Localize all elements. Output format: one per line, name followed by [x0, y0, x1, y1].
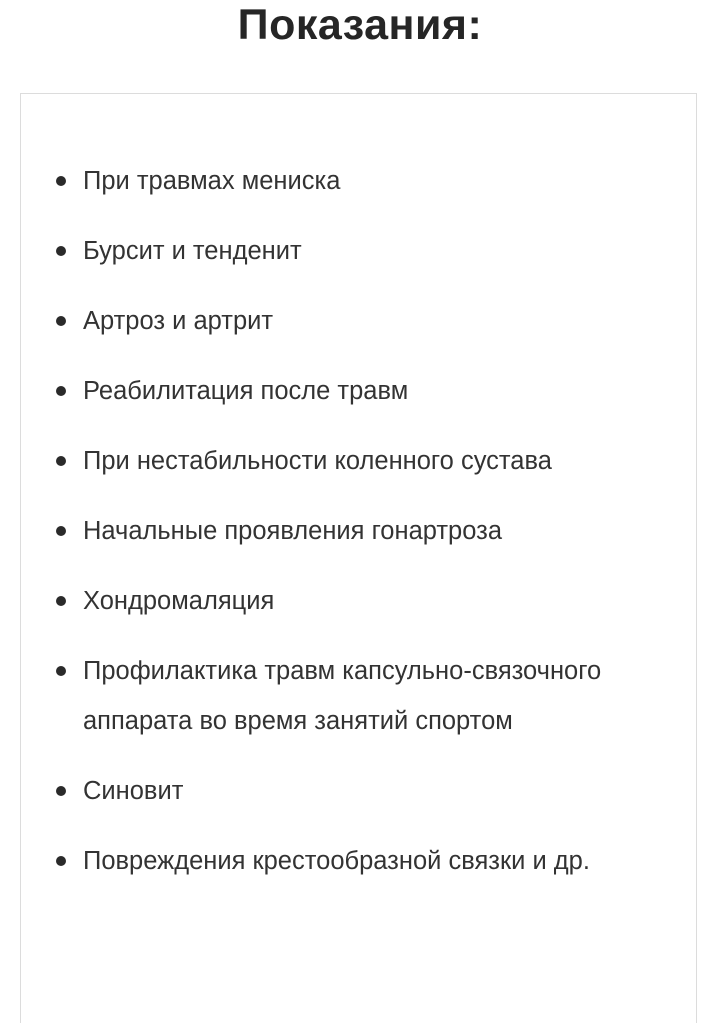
list-item	[21, 366, 696, 416]
list-item-label: Профилактика травм капсульно-связочного аппарата во время занятий спортом	[83, 657, 602, 735]
list-item-label: При травмах мениска	[83, 167, 341, 195]
list-item	[21, 296, 696, 346]
list-item-label: Начальные проявления гонартроза	[83, 517, 503, 545]
list-item	[21, 836, 696, 886]
list-item	[21, 226, 696, 276]
list-item-label: Повреждения крестообразной связки и др.	[83, 847, 590, 875]
indications-list	[21, 156, 696, 906]
list-item-label: Бурсит и тенденит	[83, 237, 302, 265]
bullet-icon	[56, 596, 66, 606]
list-item-label: Хондромаляция	[83, 587, 275, 615]
list-item	[21, 436, 696, 486]
list-item	[21, 766, 696, 816]
bullet-icon	[56, 316, 66, 326]
list-item-label: Синовит	[83, 777, 184, 805]
bullet-icon	[56, 386, 66, 396]
list-item	[21, 156, 696, 206]
bullet-icon	[56, 176, 66, 186]
bullet-icon	[56, 246, 66, 256]
list-item	[21, 506, 696, 556]
page-title: Показания:	[237, 1, 483, 49]
list-item-label: Артроз и артрит	[83, 307, 274, 335]
bullet-icon	[56, 856, 66, 866]
list-item	[21, 646, 696, 746]
bullet-icon	[56, 456, 66, 466]
list-item	[21, 576, 696, 626]
list-item-label: Реабилитация после травм	[83, 377, 409, 405]
bullet-icon	[56, 526, 66, 536]
indications-card	[20, 93, 697, 1023]
bullet-icon	[56, 666, 66, 676]
bullet-icon	[56, 786, 66, 796]
list-item-label: При нестабильности коленного сустава	[83, 447, 552, 475]
